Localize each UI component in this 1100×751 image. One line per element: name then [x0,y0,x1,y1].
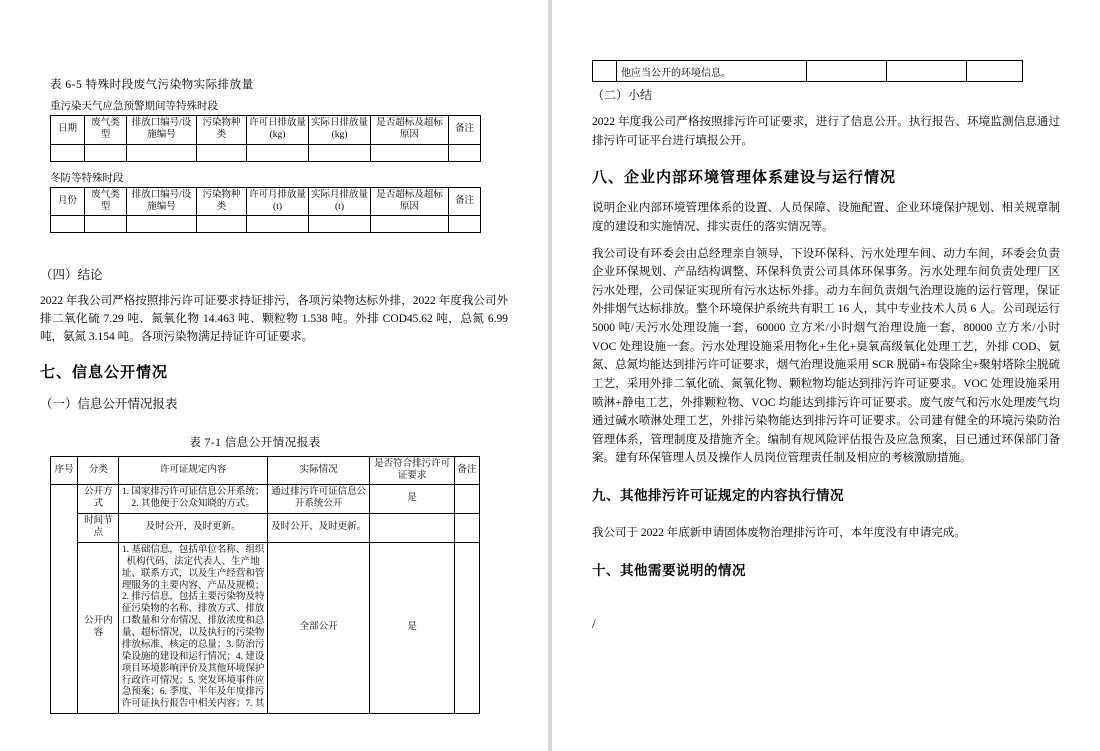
cell-exceed [371,216,449,233]
col-header-content: 许可证规定内容 [119,456,267,485]
table-row-header [51,456,480,485]
col-header-actual-daily: 实际日排放量(kg) [309,116,371,145]
table-row [51,144,481,161]
cell-remark [449,144,481,161]
col-header-category: 分类 [78,456,119,485]
left-page-column [0,0,548,751]
cell-content: 他应当公开的环境信息。 [617,61,807,82]
cell-actual-daily [309,144,371,161]
table-6-5-group2 [50,187,481,234]
cell-category: 公开内容 [78,542,119,713]
cell-gas-type [85,144,127,161]
cell-compliant: 是 [370,542,454,713]
section-9-title: 九、其他排污许可证规定的内容执行情况 [592,488,844,503]
cell-compliant [370,514,454,543]
col-header-outlet-id: 排放口编号/设施编号 [127,116,197,145]
col-header-date: 日期 [51,116,85,145]
conclusion-text: 2022 年我公司严格按照排污许可证要求持证排污，各项污染物达标外排，2022 年度我公司外排二氧化硫 7.29 吨、氮氧化物 14.463 吨、颗粒物 1.538 吨。外排 COD45.62 吨，总氮 6.99 吨，氨氮 3.154 吨。各项污染物满足持证许可证要求。 [40,295,508,343]
cell-pollutant [197,216,247,233]
col-header-permit-daily: 许可日排放量(kg) [247,116,309,145]
cell-content: 及时公开，及时更新。 [119,514,267,543]
cell-actual: 通过排污许可证信息公开系统公开 [267,485,370,514]
summary-text: 2022 年度我公司严格按照排污许可证要求，进行了信息公开。执行报告、环境监测信息通过排污许可证平台进行填报公开。 [592,116,1060,147]
cell-month [51,216,85,233]
table-7-1-caption: 表 7-1 信息公开情况报表 [189,436,321,449]
cell-outlet-id [127,216,197,233]
col-header-exceed: 是否超标及超标原因 [371,116,449,145]
col-header-month: 月份 [51,187,85,216]
table-row-header [51,116,481,145]
cell-gas-type [85,216,127,233]
cell-remark [454,542,479,713]
cell-exceed [371,144,449,161]
cell-pollutant [197,144,247,161]
cell-remark [454,485,479,514]
cell-actual: 全部公开 [267,542,370,713]
table-row [51,542,480,713]
section-8-body: 我公司设有环委会由总经理亲自领导，下设环保科、污水处理车间、动力车间，环委会负责企业环保规划、产品结构调整、环保科负责公司具体环保事务。污水处理车间负责处理厂区污水处理，公司保证实现所有污水达标外排。动力车间负责烟气治理设施的运行管理，保证外排烟气达标排放。整个环境保护系统共有职工 16 人，其中专业技术人员 6 人。公司现运行 5000 吨/天污水处理设施一套，60000 立方米/小时烟气治理设施一套，80000 立方米/小时 VOC 处理设施一套。污水处理设施采用物化+生化+臭氧高级氧化处理工艺，外排 COD、氨氮、总氮均能达到排污许可证要求，烟气治理设施采用 SCR 脱硝+布袋除尘+聚射塔除尘脱硫工艺，采用外排二氧化硫、氮氧化物、颗粒物均能达到排污许可证要求。VOC 处理设施采用喷淋+静电工艺，外排颗粒物、VOC 均能达到排污许可证要求。废气废气和污水处理废气均通过碱水喷淋处理工艺，外排污染物能达到排污许可证要求。公司建有健全的环境污染防治管理体系，管理制度及措施齐全。编制有规风险评估报告及应急预案，目已通过环保部门备案。建有环保管理人员及操作人员岗位管理责任制及相应的考核激励措施。 [592,247,1060,465]
right-page-column [552,0,1100,751]
section-7-title: 七、信息公开情况 [40,364,169,381]
cell-content: 1. 国家排污许可证信息公开系统；2. 其他便于公众知晓的方式。 [119,485,267,514]
summary-heading: （二）小结 [592,88,653,102]
cell-outlet-id [127,144,197,161]
conclusion-heading: （四）结论 [40,268,103,283]
section-7-subheading: （一）信息公开情况报表 [40,396,178,411]
cell-remark [967,61,1023,82]
cell-actual: 及时公开、及时更新。 [267,514,370,543]
table-row [51,514,480,543]
col-header-gas-type: 废气类型 [85,187,127,216]
table-6-5-group1 [50,115,481,162]
cell-content: 1. 基础信息，包括单位名称、组织机构代码、法定代表人、生产地址、联系方式，以及生产经营和管理服务的主要内容、产品及规模；2. 排污信息，包括主要污染物及特征污染物的名称、排放方式、排放口数量和分布情况、排放浓度和总量、超标情况，以及执行的污染物排放标准、核定的总量；3. 防治污染设施的建设和运行情况；4. 建设项目环境影响评价及其他环境保护行政许可情况；5. 突发环境事件应急预案；6. 季度、半年及年度排污许可证执行报告中相关内容；7. 其 [119,542,267,713]
cell-no [51,485,78,714]
col-header-pollutant: 污染物种类 [197,116,247,145]
cell-remark [449,216,481,233]
cell-remark [454,514,479,543]
cell-category: 公开方式 [78,485,119,514]
cell-no [593,61,617,82]
col-header-pollutant: 污染物种类 [197,187,247,216]
table-6-5-caption: 表 6-5 特殊时段废气污染物实际排放量 [50,79,254,91]
cell-permit-daily [247,144,309,161]
col-header-remark: 备注 [449,187,481,216]
table-7-1 [50,456,480,715]
cell-actual-monthly [309,216,371,233]
cell-category: 时间节点 [78,514,119,543]
table-row [593,61,1023,82]
cell-compliant: 是 [370,485,454,514]
table-row [51,216,481,233]
table-row-header [51,187,481,216]
cell-compliant [887,61,967,82]
cell-permit-monthly [247,216,309,233]
section-8-intro: 说明企业内部环境管理体系的设置、人员保障、设施配置、企业环境保护规划、相关规章制度的建设和实施情况、排实责任的落实情况等。 [592,202,1060,233]
col-header-actual-monthly: 实际月排放量(t) [309,187,371,216]
section-8-title: 八、企业内部环境管理体系建设与运行情况 [592,170,897,187]
col-header-remark: 备注 [454,456,479,485]
col-header-actual: 实际情况 [267,456,370,485]
cell-date [51,144,85,161]
cell-actual [807,61,887,82]
col-header-no: 序号 [51,456,78,485]
table-6-5-group2-label: 冬防等特殊时段 [50,172,124,184]
table-row [51,485,480,514]
continued-table [592,60,1023,82]
section-10-body: / [592,615,596,631]
col-header-compliant: 是否符合排污许可证要求 [370,456,454,485]
section-9-body: 我公司于 2022 年底新申请固体废物治理排污许可，本年度没有申请完成。 [592,527,966,539]
table-6-5-group1-label: 重污染天气应急预警期间等特殊时段 [50,101,218,112]
col-header-exceed: 是否超标及超标原因 [371,187,449,216]
col-header-outlet-id: 排放口编号/设施编号 [127,187,197,216]
col-header-remark: 备注 [449,116,481,145]
col-header-permit-monthly: 许可月排放量(t) [247,187,309,216]
col-header-gas-type: 废气类型 [85,116,127,145]
section-10-title: 十、其他需要说明的情况 [592,562,746,578]
